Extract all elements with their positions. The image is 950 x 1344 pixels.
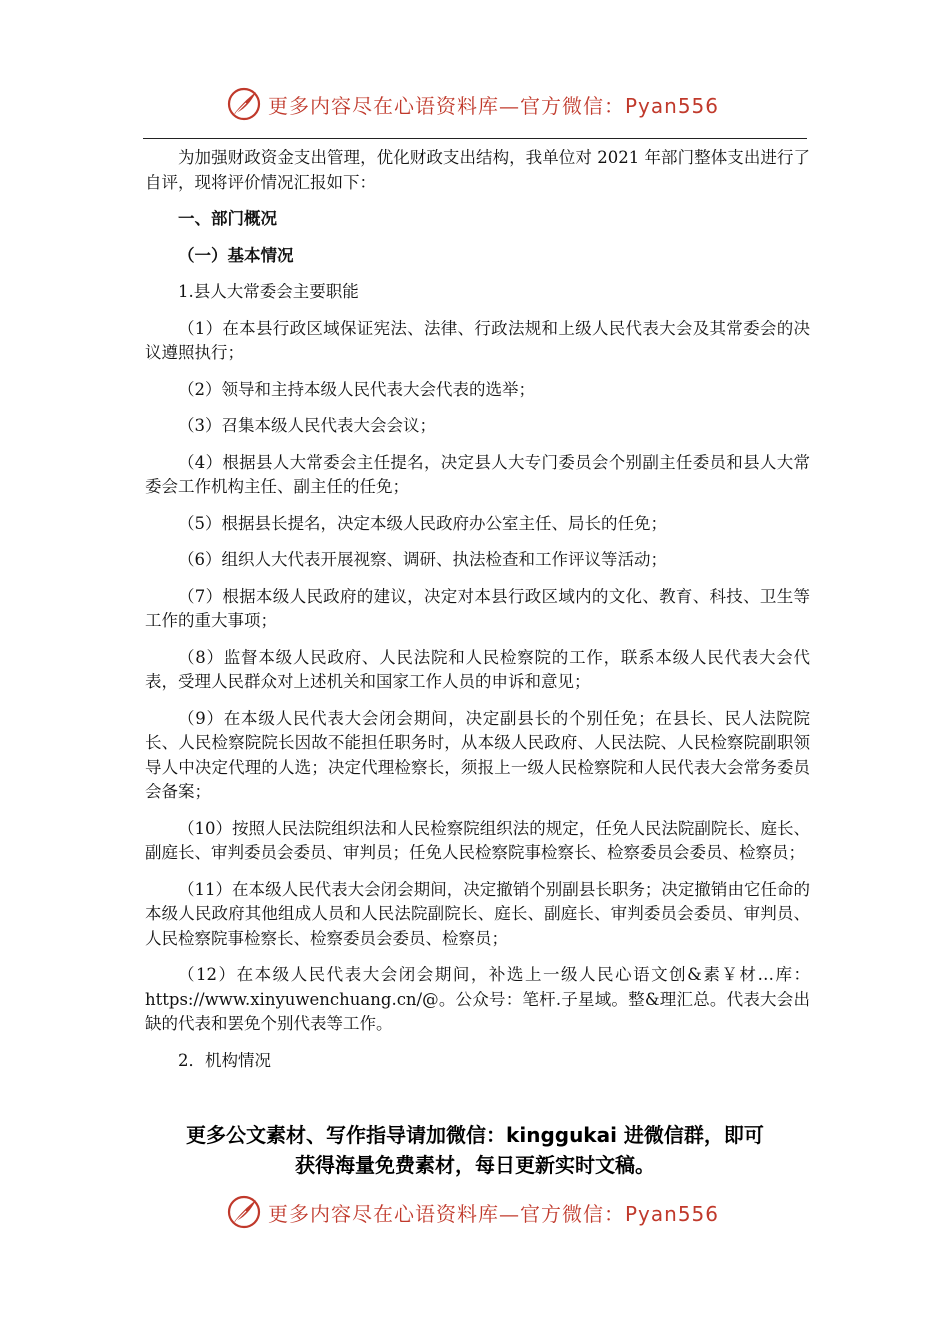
subsection-heading: （一）基本情况 xyxy=(178,245,294,265)
duty-item: （8）监督本级人民政府、人民法院和人民检察院的工作，联系本级人民代表大会代表，受理人民群众对上述机关和国家工作人员的申诉和意见； xyxy=(145,647,810,691)
duty-item: （9）在本级人民代表大会闭会期间，决定副县长的个别任免；在县长、民人法院院长、人民检察院院长因故不能担任职务时，从本级人民政府、人民法院、人民检察院副职领导人中决定代理的人选；决定代理检察长，须报上一级人民检察院和人民代表大会常务委员会备案； xyxy=(145,708,810,801)
document-body xyxy=(145,146,810,1073)
duty-item: （12）在本级人民代表大会闭会期间，补选上一级人民心语文创&素￥材…库：https://www.xinyuwenchuang.cn/@。公众号：笔杆.子星域。整&理汇总。代表大会出缺的代表和罢免个别代表等工作。 xyxy=(145,965,810,1033)
header-banner-text xyxy=(268,90,719,119)
duty-item: （5）根据县长提名，决定本级人民政府办公室主任、局长的任免； xyxy=(178,513,667,533)
header-banner-main: 更多内容尽在心语资料库—官方微信： xyxy=(268,93,625,118)
duty-item: （4）根据县人大常委会主任提名，决定县人大专门委员会个别副主任委员和县人大常委会工作机构主任、副主任的任免； xyxy=(145,452,810,496)
promo-line-1: 更多公文素材、写作指导请加微信：kinggukai 进微信群，即可 xyxy=(186,1123,764,1147)
promo-line-2: 获得海量免费素材，每日更新实时文稿。 xyxy=(295,1153,655,1177)
duty-item: （6）组织人大代表开展视察、调研、执法检查和工作评议等活动； xyxy=(178,550,667,569)
item-heading: 1.县人大常委会主要职能 xyxy=(178,282,359,301)
header-divider xyxy=(143,138,807,139)
footer-wechat-id: Pyan556 xyxy=(625,1201,720,1226)
intro-paragraph: 为加强财政资金支出管理，优化财政支出结构，我单位对 2021 年部门整体支出进行了自评，现将评价情况汇报如下： xyxy=(145,148,810,192)
duty-item: （1）在本县行政区域保证宪法、法律、行政法规和上级人民代表大会及其常委会的决议遵照执行； xyxy=(145,318,810,362)
header-wechat-id: Pyan556 xyxy=(625,93,720,118)
quill-logo-icon xyxy=(226,86,262,122)
footer-banner xyxy=(226,1192,719,1232)
footer-banner-text xyxy=(268,1198,719,1227)
quill-logo-icon xyxy=(226,1194,262,1230)
duty-item: （2）领导和主持本级人民代表大会代表的选举； xyxy=(178,379,535,399)
duty-item: （7）根据本级人民政府的建议，决定对本县行政区域内的文化、教育、科技、卫生等工作的重大事项； xyxy=(145,586,810,630)
footer-banner-main: 更多内容尽在心语资料库—官方微信： xyxy=(268,1201,625,1226)
duty-item: （3）召集本级人民代表大会会议； xyxy=(178,416,436,435)
duty-item: （10）按照人民法院组织法和人民检察院组织法的规定，任免人民法院副院长、庭长、副庭长、审判委员会委员、审判员；任免人民检察院事检察长、检察委员会委员、检察员； xyxy=(145,818,810,862)
section-heading: 一、部门概况 xyxy=(178,209,277,228)
promo-text xyxy=(140,1120,810,1180)
duty-item: （11）在本级人民代表大会闭会期间，决定撤销个别副县长职务；决定撤销由它任命的本级人民政府其他组成人员和人民法院副院长、庭长、副庭长、审判委员会委员、审判员、人民检察院事检察长、检察委员会委员、检察员； xyxy=(145,879,810,948)
header-banner xyxy=(226,84,719,124)
item-heading: 2．机构情况 xyxy=(178,1050,271,1070)
